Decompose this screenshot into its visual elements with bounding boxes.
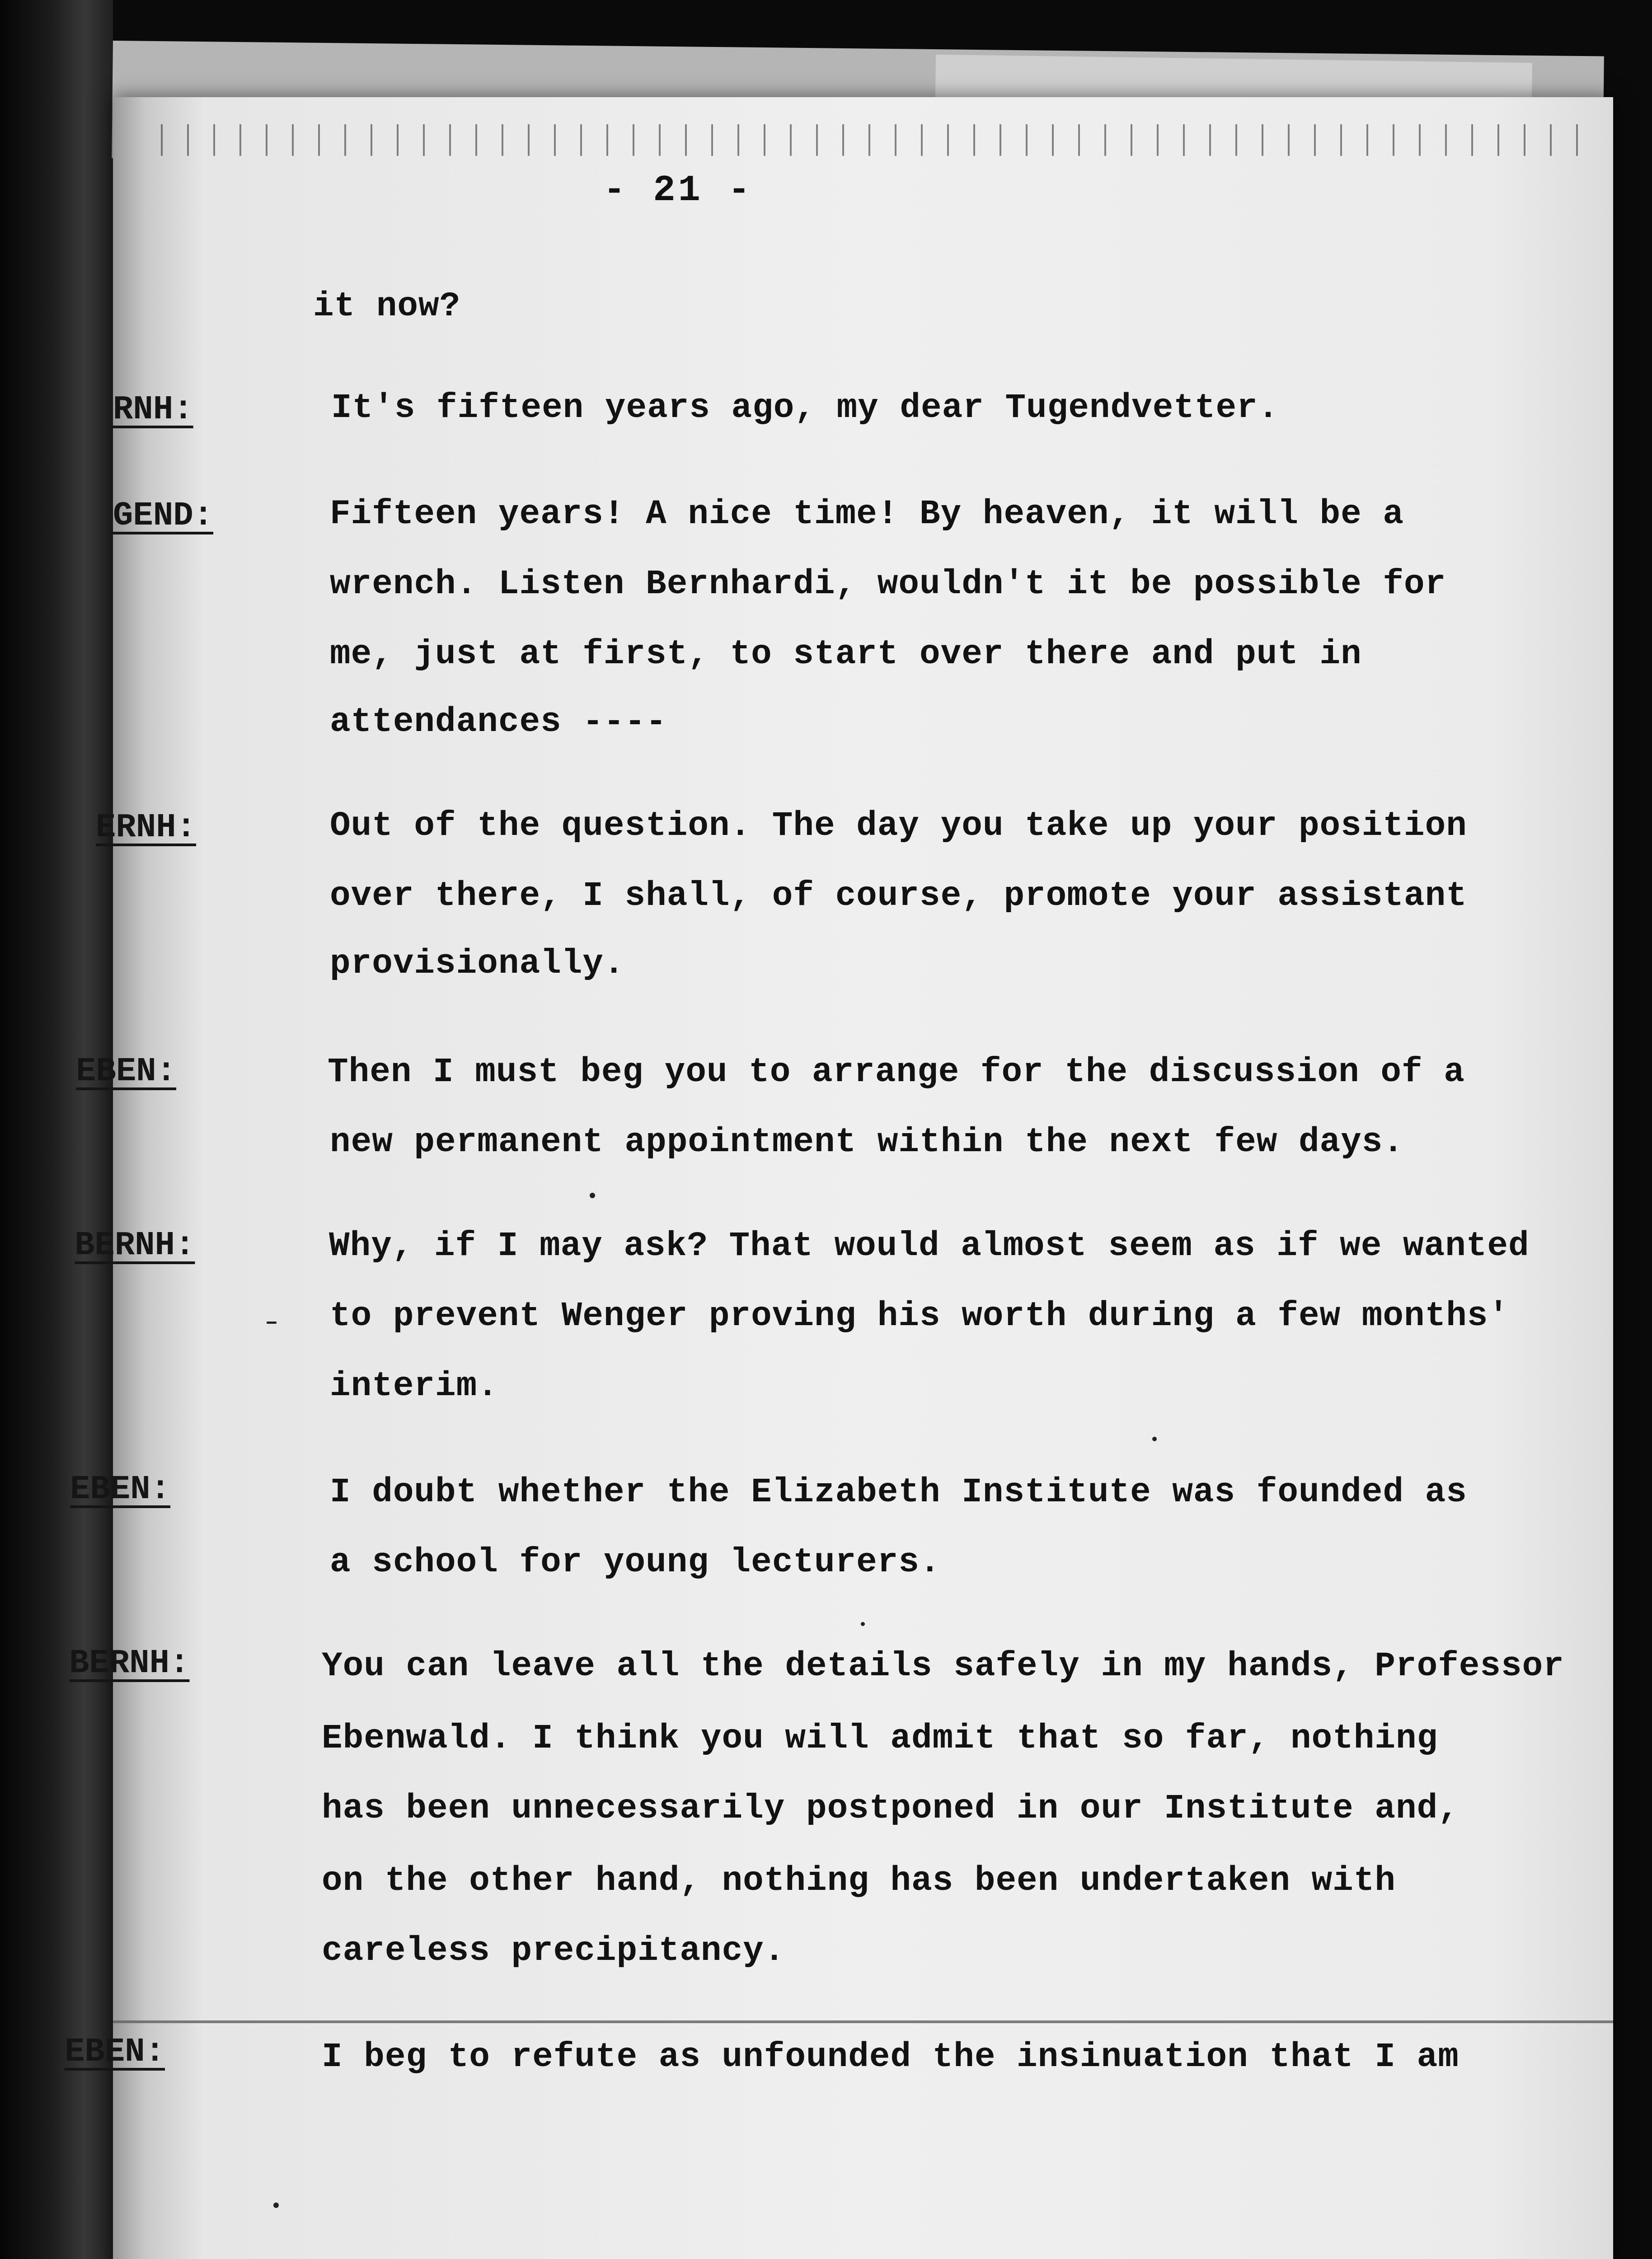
dialogue-line: I doubt whether the Elizabeth Institute was founded as: [330, 1473, 1467, 1512]
dialogue-line: You can leave all the details safely in my hands, Professor: [322, 1647, 1564, 1686]
paper-speck: [590, 1193, 595, 1198]
dialogue-line: attendances ----: [330, 703, 667, 741]
dialogue-line: over there, I shall, of course, promote your assistant: [330, 876, 1467, 915]
speaker-label: EBEN:: [76, 1053, 177, 1091]
dialogue-line: I beg to refute as unfounded the insinuation that I am: [322, 2038, 1459, 2076]
dialogue-line: provisionally.: [330, 944, 625, 983]
speaker-label: BERNH:: [75, 1227, 195, 1265]
paper-speck: [273, 2203, 279, 2208]
paper-speck: [1152, 1437, 1157, 1441]
dialogue-line: Why, if I may ask? That would almost seem as if we wanted: [329, 1227, 1530, 1265]
dialogue-line: It's fifteen years ago, my dear Tugendvetter.: [331, 389, 1279, 427]
bleed-through-text: [371, 2105, 391, 2144]
dialogue-line: wrench. Listen Bernhardi, wouldn't it be possible for: [330, 565, 1446, 604]
dialogue-line: Then I must beg you to arrange for the discussion of a: [328, 1053, 1465, 1092]
binding-spine: [0, 0, 113, 2259]
paper-speck: [861, 1622, 865, 1626]
dialogue-line: Fifteen years! A nice time! By heaven, it will be a: [330, 495, 1404, 534]
speaker-label: RNH:: [113, 391, 193, 429]
page-number: - 21 -: [603, 169, 753, 211]
dialogue-line: has been unnecessarily postponed in our Institute and,: [322, 1789, 1459, 1828]
dialogue-line: careless precipitancy.: [322, 1931, 785, 1970]
speaker-label: GEND:: [113, 497, 214, 535]
paper-speck: [267, 1322, 277, 1324]
dialogue-line: a school for young lecturers.: [330, 1543, 941, 1582]
speaker-label: ERNH:: [96, 809, 197, 847]
dialogue-line: Out of the question. The day you take up your position: [330, 806, 1467, 845]
dialogue-line: me, just at first, to start over there and put in: [330, 635, 1362, 674]
dialogue-line: new permanent appointment within the next few days.: [330, 1123, 1404, 1162]
dialogue-line: Ebenwald. I think you will admit that so far, nothing: [322, 1719, 1438, 1758]
dialogue-line: interim.: [330, 1367, 498, 1406]
dialogue-line: to prevent Wenger proving his worth during a few months': [330, 1297, 1510, 1336]
separator-rule: [113, 2020, 1613, 2023]
perforation-marks: [149, 124, 1595, 156]
speaker-label: EBEN:: [65, 2033, 165, 2071]
speaker-label: BERNH:: [69, 1645, 190, 1683]
speaker-label: EBEN:: [70, 1471, 171, 1509]
dialogue-line: it now?: [313, 287, 461, 326]
dialogue-line: on the other hand, nothing has been undertaken with: [322, 1861, 1396, 1900]
